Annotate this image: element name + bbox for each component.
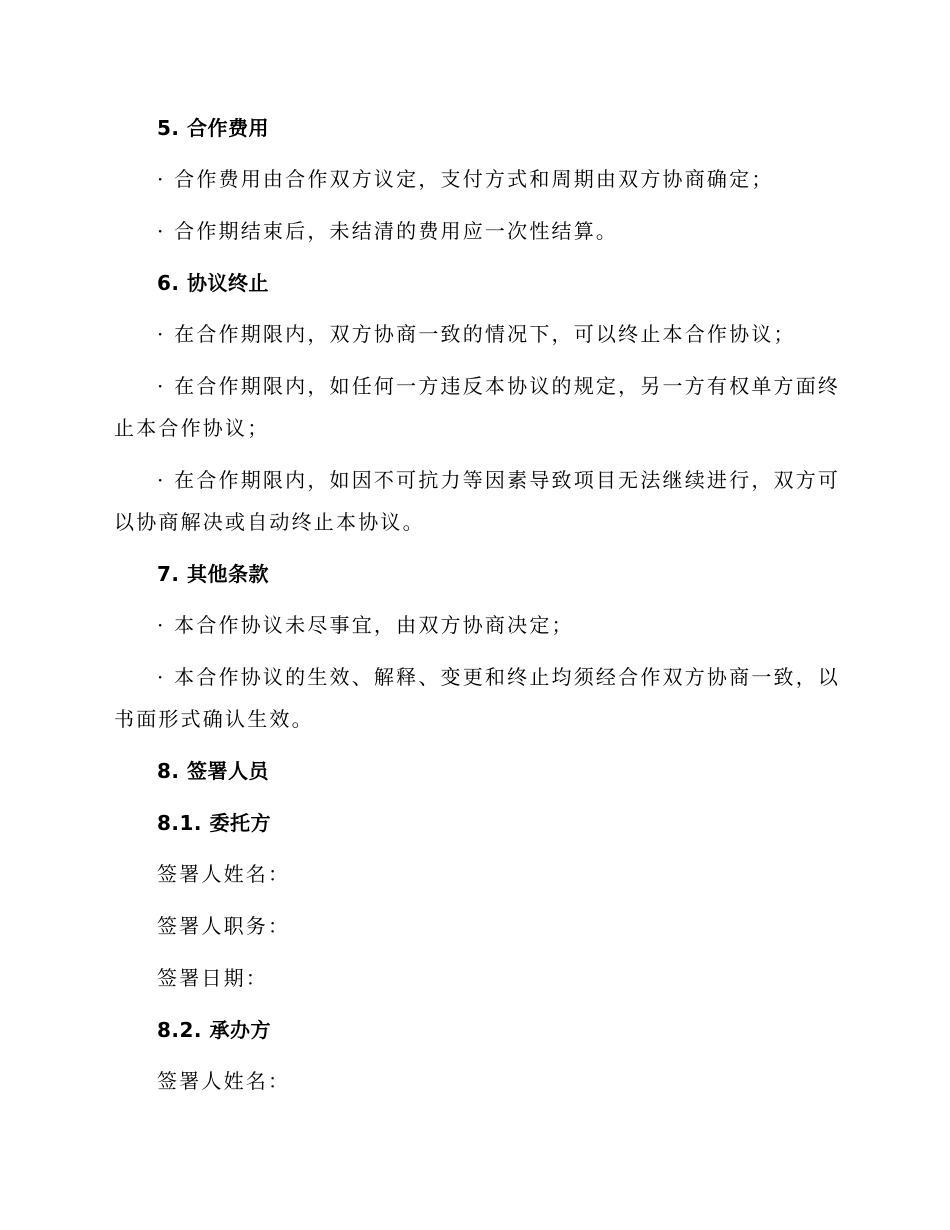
section-6-heading: 6. 协议终止 bbox=[157, 271, 269, 295]
section-7-heading: 7. 其他条款 bbox=[157, 562, 269, 586]
section-8-1-heading: 8.1. 委托方 bbox=[157, 811, 271, 835]
section-6-item-1: · 在合作期限内，双方协商一致的情况下，可以终止本合作协议； bbox=[157, 322, 796, 346]
section-8-2-heading: 8.2. 承办方 bbox=[157, 1018, 271, 1042]
section-6-item-3-line-1: · 在合作期限内，如因不可抗力等因素导致项目无法继续进行，双方可 bbox=[157, 468, 841, 492]
client-signer-name-field: 签署人姓名： bbox=[157, 862, 291, 886]
section-5-item-1: · 合作费用由合作双方议定，支付方式和周期由双方协商确定； bbox=[157, 167, 774, 191]
section-7-item-2-line-2: 书面形式确认生效。 bbox=[114, 707, 314, 731]
section-6-item-3-line-2: 以协商解决或自动终止本协议。 bbox=[114, 510, 425, 534]
section-7-item-1: · 本合作协议未尽事宜，由双方协商决定； bbox=[157, 613, 574, 637]
contractor-signer-name-field: 签署人姓名： bbox=[157, 1069, 291, 1093]
section-7-item-2-line-1: · 本合作协议的生效、解释、变更和终止均须经合作双方协商一致，以 bbox=[157, 665, 841, 689]
section-8-heading: 8. 签署人员 bbox=[157, 759, 269, 783]
section-6-item-2-line-1: · 在合作期限内，如任何一方违反本协议的规定，另一方有权单方面终 bbox=[157, 374, 841, 398]
section-5-item-2: · 合作期结束后，未结清的费用应一次性结算。 bbox=[157, 219, 619, 243]
section-6-item-2-line-2: 止本合作协议； bbox=[114, 416, 270, 440]
client-signer-title-field: 签署人职务： bbox=[157, 914, 291, 938]
section-5-heading: 5. 合作费用 bbox=[157, 116, 269, 140]
client-sign-date-field: 签署日期： bbox=[157, 966, 268, 990]
